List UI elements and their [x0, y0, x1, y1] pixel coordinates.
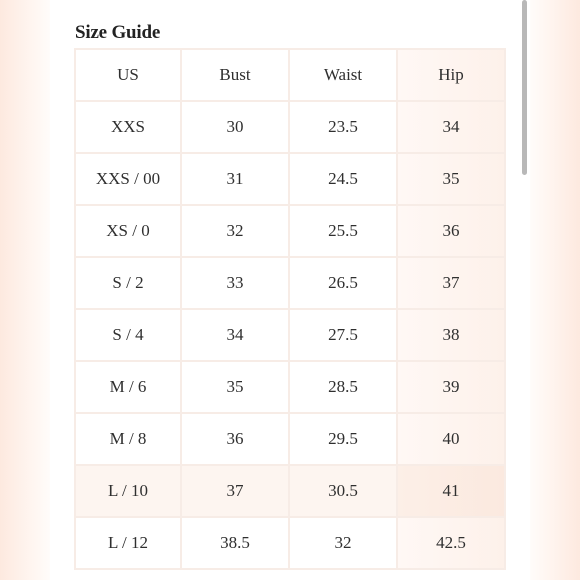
cell-hip: 38 [398, 310, 506, 362]
cell-us: L / 10 [74, 466, 182, 518]
table-row [74, 310, 506, 362]
cell-us: XS / 0 [74, 206, 182, 258]
cell-bust: 33 [182, 258, 290, 310]
cell-hip: 41 [398, 466, 506, 518]
table-header-row [74, 48, 506, 102]
cell-waist: 30.5 [290, 466, 398, 518]
cell-waist: 29.5 [290, 414, 398, 466]
table-row [74, 154, 506, 206]
cell-us: S / 2 [74, 258, 182, 310]
cell-hip: 35 [398, 154, 506, 206]
cell-bust: 38.5 [182, 518, 290, 570]
table-row [74, 518, 506, 570]
table-row [74, 102, 506, 154]
cell-us: L / 12 [74, 518, 182, 570]
cell-us: M / 6 [74, 362, 182, 414]
cell-waist: 28.5 [290, 362, 398, 414]
table-row [74, 466, 506, 518]
cell-waist: 27.5 [290, 310, 398, 362]
cell-us: XXS / 00 [74, 154, 182, 206]
table-row [74, 206, 506, 258]
header-hip: Hip [398, 48, 506, 102]
scrollbar-thumb[interactable] [522, 0, 527, 175]
cell-bust: 32 [182, 206, 290, 258]
cell-bust: 35 [182, 362, 290, 414]
cell-bust: 31 [182, 154, 290, 206]
cell-bust: 36 [182, 414, 290, 466]
page-title: Size Guide [75, 22, 161, 43]
cell-waist: 25.5 [290, 206, 398, 258]
table-row [74, 362, 506, 414]
cell-bust: 37 [182, 466, 290, 518]
header-waist: Waist [290, 48, 398, 102]
cell-hip: 34 [398, 102, 506, 154]
cell-waist: 26.5 [290, 258, 398, 310]
cell-bust: 30 [182, 102, 290, 154]
table-row [74, 414, 506, 466]
header-bust: Bust [182, 48, 290, 102]
cell-hip: 39 [398, 362, 506, 414]
header-us: US [74, 48, 182, 102]
table-row [74, 258, 506, 310]
cell-hip: 37 [398, 258, 506, 310]
cell-hip: 42.5 [398, 518, 506, 570]
cell-us: M / 8 [74, 414, 182, 466]
cell-us: XXS [74, 102, 182, 154]
cell-hip: 40 [398, 414, 506, 466]
cell-waist: 24.5 [290, 154, 398, 206]
size-guide-table [74, 48, 506, 570]
cell-hip: 36 [398, 206, 506, 258]
cell-us: S / 4 [74, 310, 182, 362]
cell-waist: 32 [290, 518, 398, 570]
cell-waist: 23.5 [290, 102, 398, 154]
cell-bust: 34 [182, 310, 290, 362]
